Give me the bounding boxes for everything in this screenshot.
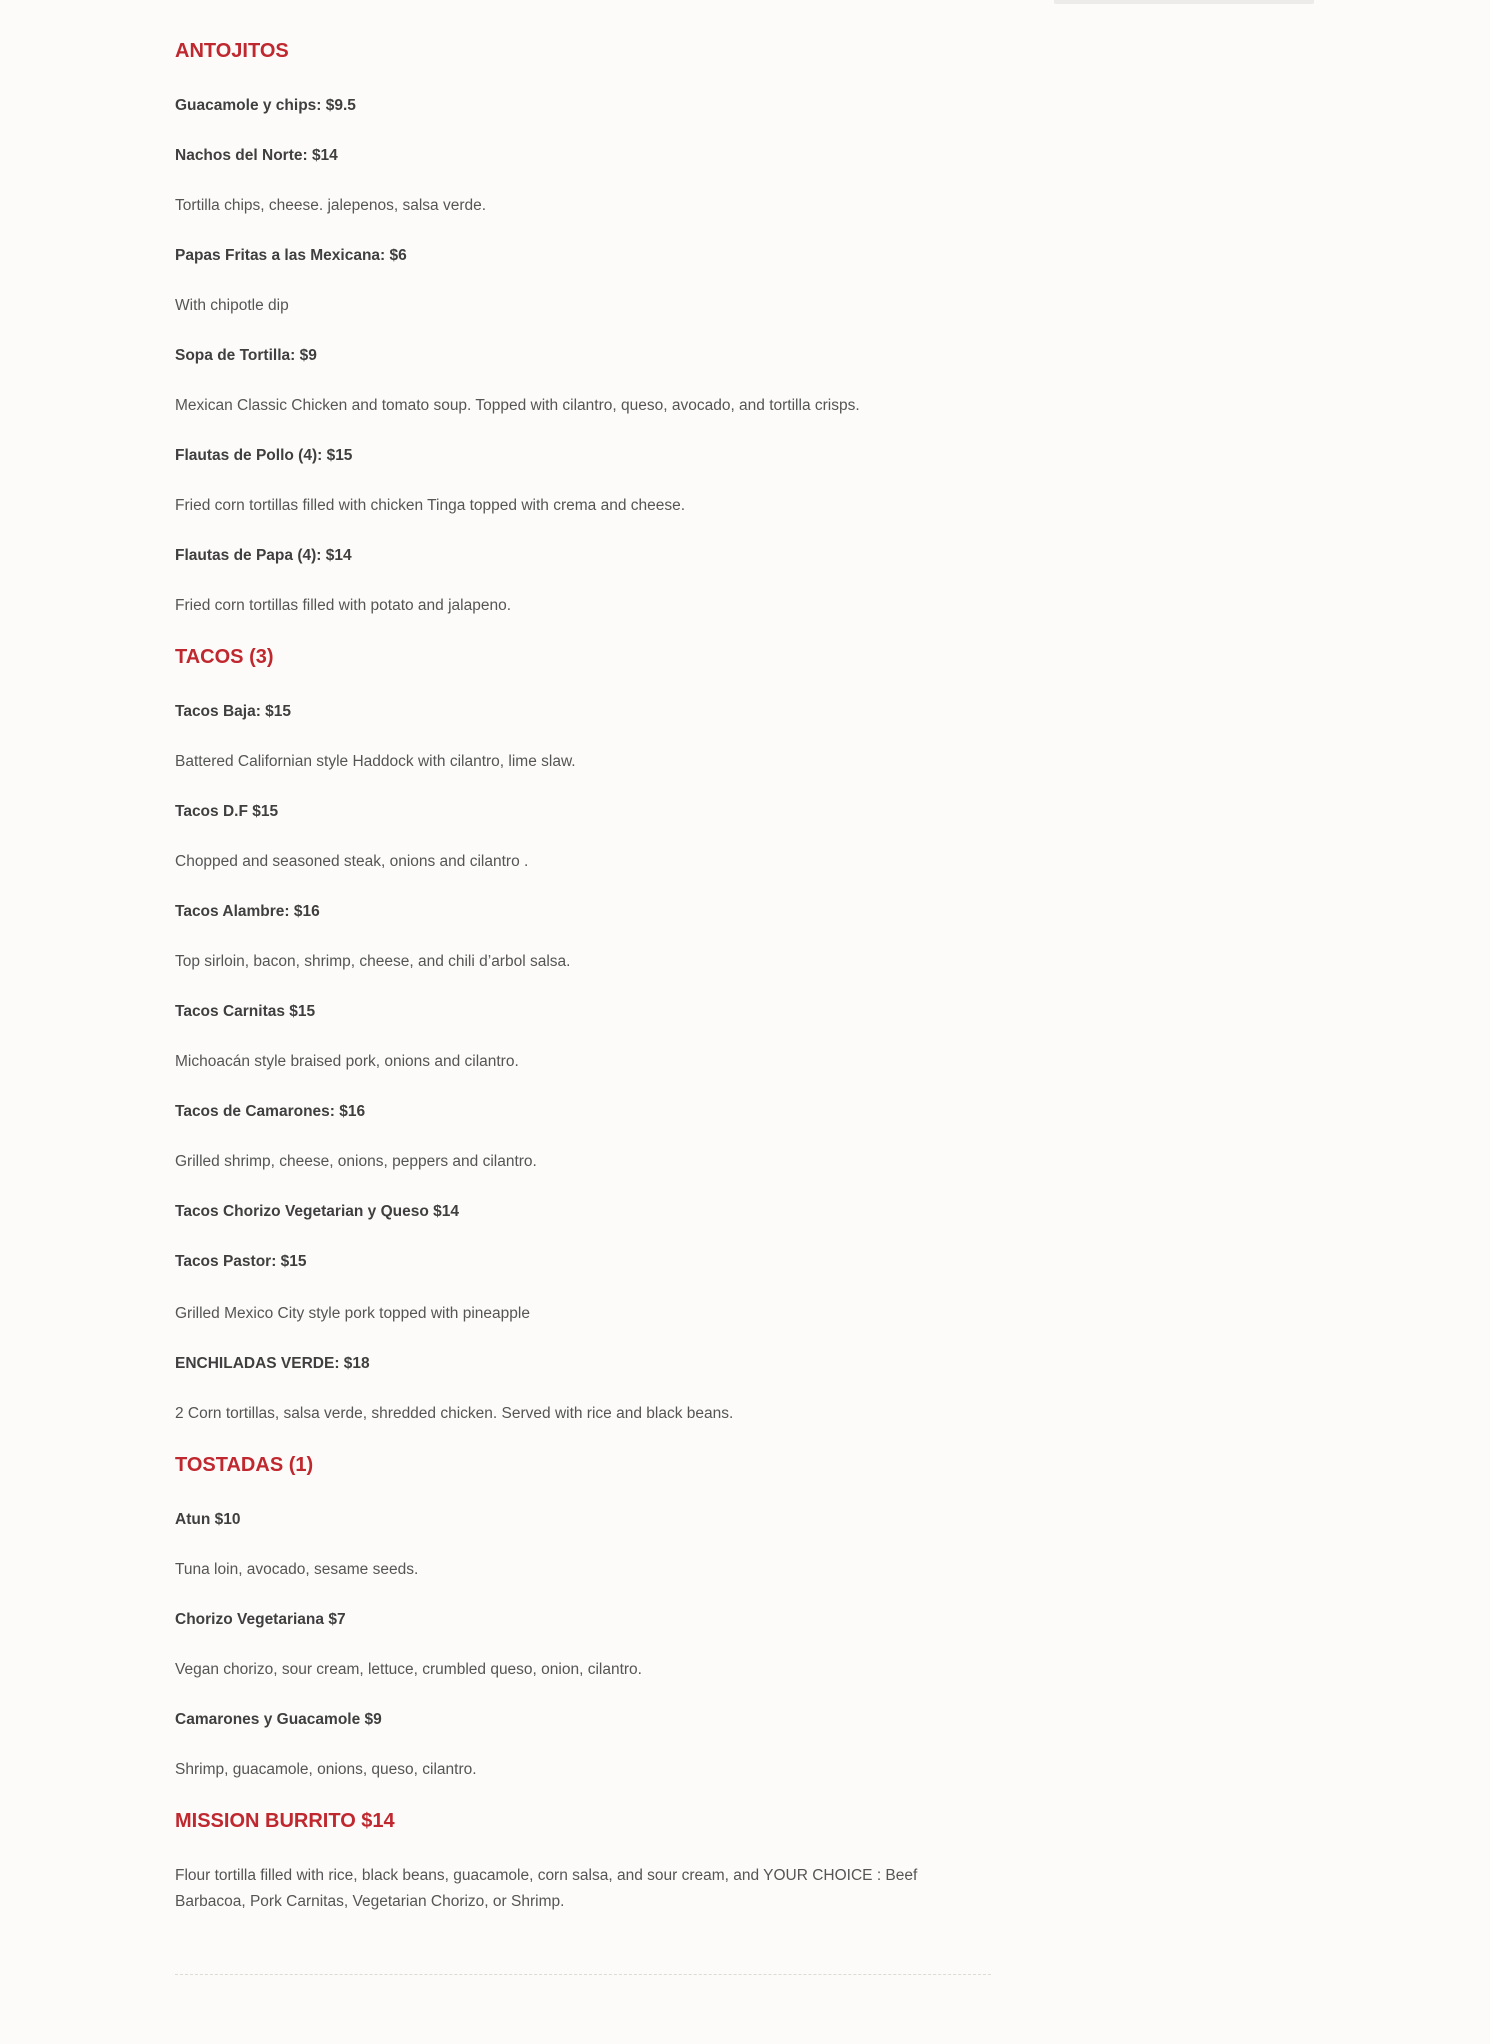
menu-item-description: Top sirloin, bacon, shrimp, cheese, and chili d’arbol salsa. [175, 953, 571, 970]
menu-item: Tacos Baja: $15 [175, 703, 292, 720]
menu-item-description: Vegan chorizo, sour cream, lettuce, crumbled queso, onion, cilantro. [175, 1661, 642, 1678]
menu-item: Tacos de Camarones: $16 [175, 1103, 366, 1120]
menu-item-description: Chopped and seasoned steak, onions and cilantro . [175, 853, 529, 870]
menu-item: Tacos D.F $15 [175, 803, 279, 820]
sidebar-edge [1054, 0, 1314, 4]
menu-item-description: With chipotle dip [175, 297, 289, 314]
menu-item-description: Battered Californian style Haddock with cilantro, lime slaw. [175, 753, 576, 770]
menu-item-description: Grilled shrimp, cheese, onions, peppers and cilantro. [175, 1153, 537, 1170]
menu-item-description: Tortilla chips, cheese. jalepenos, salsa verde. [175, 197, 487, 214]
menu-item-description: Michoacán style braised pork, onions and cilantro. [175, 1053, 519, 1070]
menu-item: Flautas de Papa (4): $14 [175, 547, 352, 564]
section-heading-tostadas: TOSTADAS (1) [175, 1454, 314, 1476]
menu-item-description: Mexican Classic Chicken and tomato soup. Topped with cilantro, queso, avocado, and tortilla crisps. [175, 397, 860, 414]
menu-item: Tacos Alambre: $16 [175, 903, 320, 920]
menu-item: Guacamole y chips: $9.5 [175, 97, 356, 114]
menu-item: Tacos Carnitas $15 [175, 1003, 316, 1020]
section-heading-mission-burrito: MISSION BURRITO $14 [175, 1810, 395, 1832]
menu-item-description: Flour tortilla filled with rice, black beans, guacamole, corn salsa, and sour cream, and YOUR CHOICE : Beef Barbacoa, Pork Carnitas, Vegetarian Chorizo, or Shrimp. [175, 1867, 918, 1910]
menu-item-description: Fried corn tortillas filled with potato and jalapeno. [175, 597, 512, 614]
menu-item: Atun $10 [175, 1511, 241, 1528]
menu-item: Flautas de Pollo (4): $15 [175, 447, 353, 464]
menu-item-description: Grilled Mexico City style pork topped with pineapple [175, 1305, 530, 1322]
menu-item: Nachos del Norte: $14 [175, 147, 338, 164]
menu-item-description: 2 Corn tortillas, salsa verde, shredded chicken. Served with rice and black beans. [175, 1405, 734, 1422]
menu-item-description: Fried corn tortillas filled with chicken Tinga topped with crema and cheese. [175, 497, 686, 514]
menu-item-description: Tuna loin, avocado, sesame seeds. [175, 1561, 419, 1578]
menu-item: Tacos Pastor: $15 [175, 1253, 307, 1270]
section-heading-tacos: TACOS (3) [175, 646, 274, 668]
menu-item: Camarones y Guacamole $9 [175, 1711, 382, 1728]
menu-item: Papas Fritas a las Mexicana: $6 [175, 247, 407, 264]
menu-item-description: Shrimp, guacamole, onions, queso, cilantro. [175, 1761, 477, 1778]
menu-item: ENCHILADAS VERDE: $18 [175, 1355, 370, 1372]
section-heading-antojitos: ANTOJITOS [175, 40, 289, 62]
content-divider [175, 1974, 991, 1975]
menu-item: Sopa de Tortilla: $9 [175, 347, 317, 364]
menu-item: Tacos Chorizo Vegetarian y Queso $14 [175, 1203, 459, 1220]
menu-item: Chorizo Vegetariana $7 [175, 1611, 346, 1628]
